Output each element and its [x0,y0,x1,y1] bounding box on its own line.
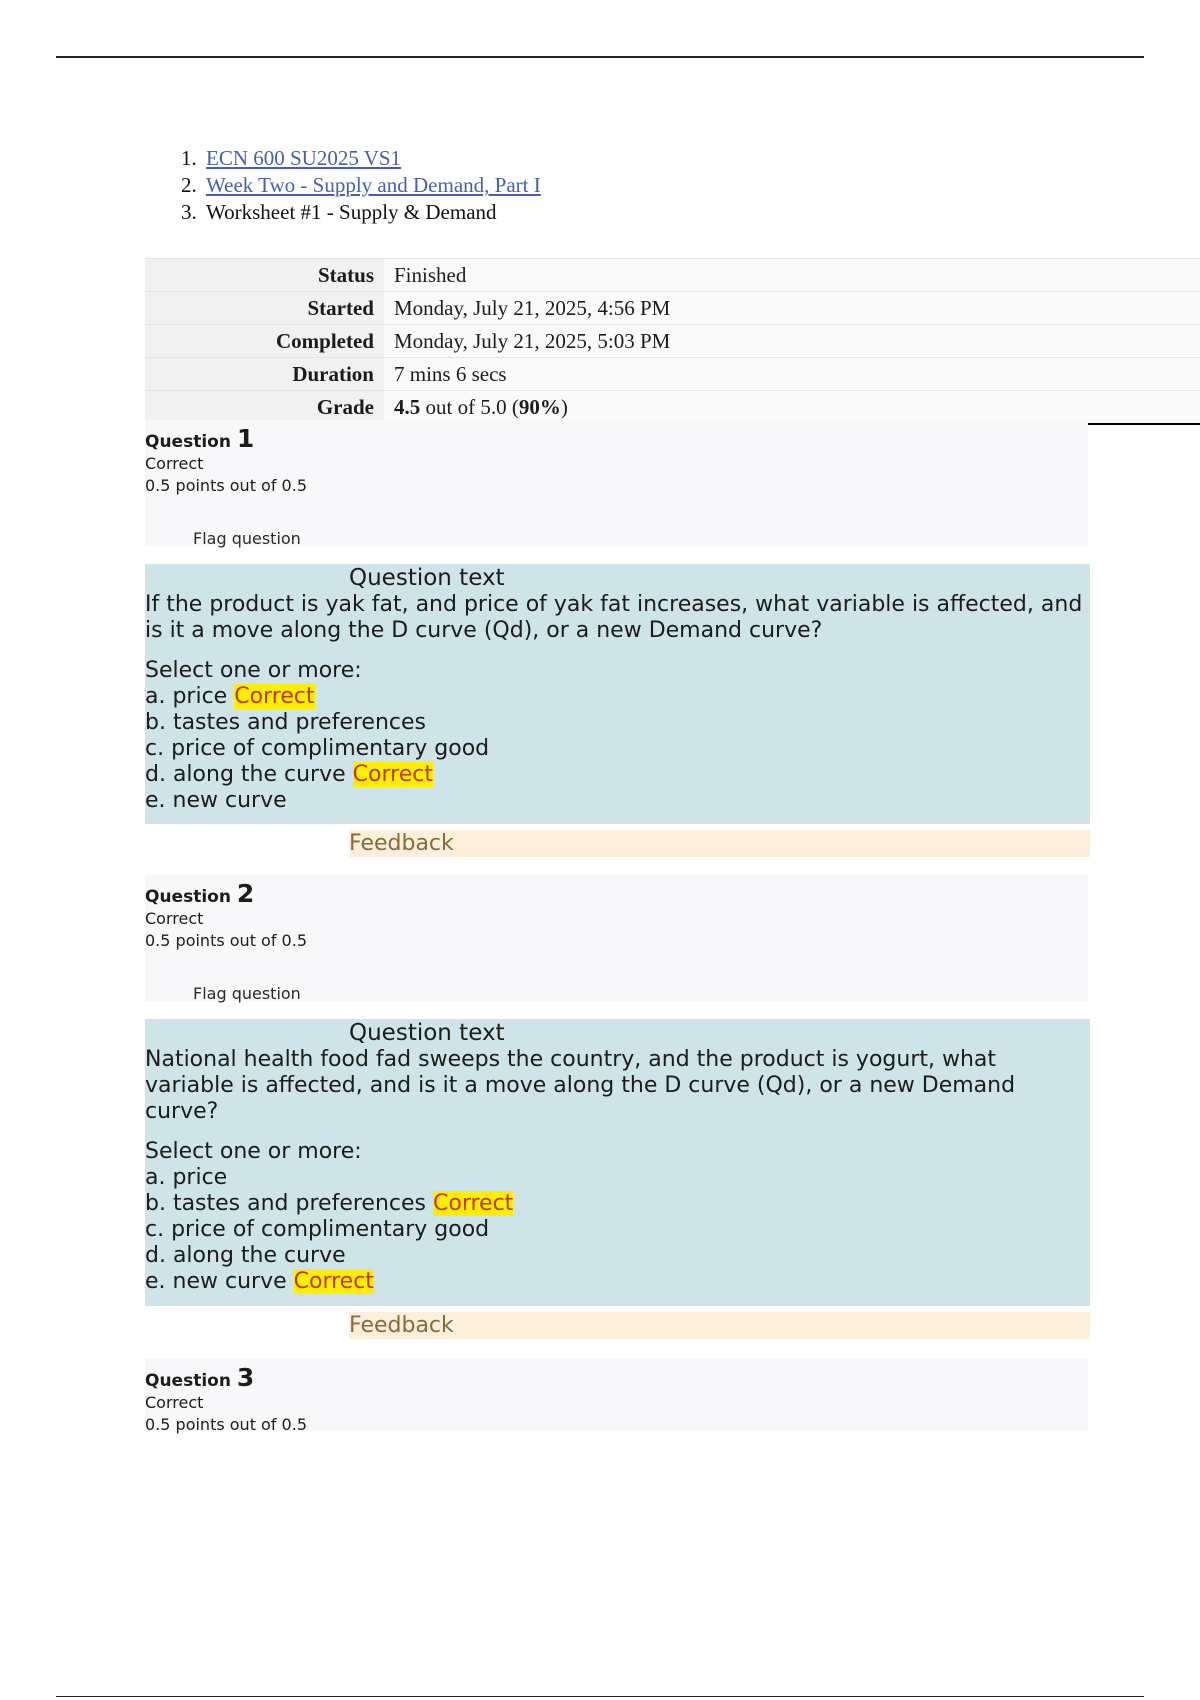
question-grade: 0.5 points out of 0.5 [145,476,307,495]
option-label: b. tastes and preferences [145,1191,426,1216]
grade-mid: out of 5.0 ( [420,394,519,419]
answer-option-d[interactable] [145,762,1090,788]
correct-tag: Correct [433,1191,514,1216]
grade-value [384,391,1200,425]
question-2-info [145,875,1088,1001]
question-number [145,424,1088,453]
option-label: a. price [145,1165,228,1190]
question-3-info [145,1359,1088,1434]
status-value: Finished [384,259,1200,292]
question-number-value: 2 [236,879,255,908]
correct-tag: Correct [352,762,433,787]
question-grade: 0.5 points out of 0.5 [145,931,307,950]
course-link[interactable]: ECN 600 SU2025 VS1 [206,146,402,170]
breadcrumb-item-week [202,172,541,199]
correct-tag: Correct [293,1269,374,1294]
option-label: e. new curve [145,1269,287,1294]
summary-row-status [145,259,1200,292]
option-label: d. along the curve [145,1243,346,1268]
select-prompt: Select one or more: [145,658,362,683]
question-2-feedback: Feedback [349,1312,1090,1339]
answer-option-e[interactable] [145,1269,1090,1295]
status-label: Status [145,259,384,292]
question-grade: 0.5 points out of 0.5 [145,1415,307,1434]
question-number [145,1363,1088,1392]
question-2-formulation [145,1019,1090,1306]
question-1-info [145,420,1088,546]
question-text-heading: Question text [349,565,505,591]
grade-end: ) [560,394,568,419]
week-link[interactable]: Week Two - Supply and Demand, Part I [206,173,541,197]
breadcrumb-item-course [202,145,541,172]
summary-row-completed [145,325,1200,358]
option-label: b. tastes and preferences [145,710,426,735]
answer-option-e[interactable] [145,788,1090,814]
question-state: Correct [145,454,204,473]
top-rule [56,56,1144,58]
summary-row-started [145,292,1200,325]
completed-value: Monday, July 21, 2025, 5:03 PM [384,325,1200,358]
answer-option-b[interactable] [145,1191,1090,1217]
question-text-heading: Question text [349,1020,505,1046]
question-state: Correct [145,909,204,928]
duration-label: Duration [145,358,384,391]
select-prompt: Select one or more: [145,1139,362,1164]
flag-question-link[interactable]: Flag question [193,984,301,1003]
answer-option-c[interactable] [145,736,1090,762]
bottom-rule [56,1696,1144,1697]
correct-tag: Correct [234,684,315,709]
question-number-value: 1 [236,424,255,453]
question-word: Question [145,887,231,907]
question-word: Question [145,432,231,452]
breadcrumb-item-current: 3. Worksheet #1 - Supply & Demand [202,199,541,226]
attempt-summary-table [145,258,1200,425]
question-text: National health food fad sweeps the country, and the product is yogurt, what variable is affected, and is it a move along the D curve (Qd), or a new Demand curve? [145,1047,1016,1124]
flag-question-link[interactable]: Flag question [193,529,301,548]
answer-option-b[interactable] [145,710,1090,736]
question-1-feedback: Feedback [349,830,1090,857]
question-word: Question [145,1371,231,1391]
option-label: e. new curve [145,788,287,813]
breadcrumb [162,145,541,226]
grade-percent: 90% [518,394,561,419]
summary-row-grade [145,391,1200,425]
option-label: c. price of complimentary good [145,1217,490,1242]
question-number-value: 3 [236,1363,255,1392]
question-text: If the product is yak fat, and price of yak fat increases, what variable is affected, and is it a move along the D curve (Qd), or a new Demand curve? [145,592,1083,643]
question-state: Correct [145,1393,204,1412]
completed-label: Completed [145,325,384,358]
question-1-formulation [145,564,1090,824]
grade-label: Grade [145,391,384,425]
started-label: Started [145,292,384,325]
answer-option-c[interactable] [145,1217,1090,1243]
grade-score: 4.5 [394,394,421,419]
summary-row-duration [145,358,1200,391]
answer-option-d[interactable] [145,1243,1090,1269]
option-label: c. price of complimentary good [145,736,490,761]
answer-option-a[interactable] [145,1165,1090,1191]
question-number [145,879,1088,908]
started-value: Monday, July 21, 2025, 4:56 PM [384,292,1200,325]
option-label: a. price [145,684,228,709]
answer-option-a[interactable] [145,684,1090,710]
duration-value: 7 mins 6 secs [384,358,1200,391]
option-label: d. along the curve [145,762,346,787]
